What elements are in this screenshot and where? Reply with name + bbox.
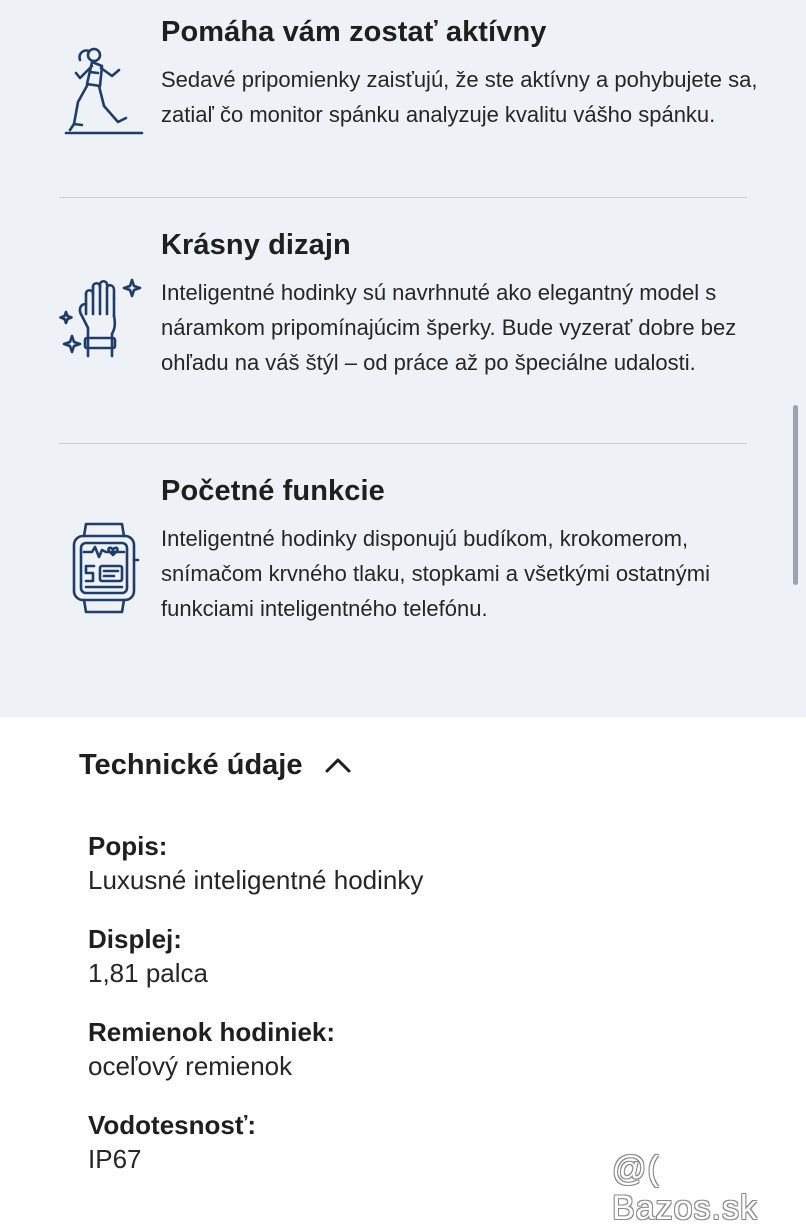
hand-bracelet-sparkle-icon bbox=[56, 274, 152, 370]
divider bbox=[59, 197, 747, 198]
spec-label: Popis: bbox=[88, 831, 168, 861]
scrollbar-thumb[interactable] bbox=[793, 405, 798, 585]
spec-item bbox=[88, 830, 423, 898]
chevron-up-icon[interactable] bbox=[323, 750, 353, 780]
watermark: @( Bazos.sk bbox=[612, 1150, 758, 1227]
feature-title: Krásny dizajn bbox=[161, 229, 351, 261]
feature-title: Početné funkcie bbox=[161, 475, 385, 507]
spec-value: 1,81 palca bbox=[88, 958, 208, 988]
divider bbox=[59, 443, 747, 444]
spec-item bbox=[88, 1109, 256, 1177]
spec-item bbox=[88, 923, 208, 991]
spec-label: Displej: bbox=[88, 924, 182, 954]
spec-value: IP67 bbox=[88, 1144, 142, 1174]
spec-value: oceľový remienok bbox=[88, 1051, 293, 1081]
feature-description: Sedavé pripomienky zaisťujú, že ste aktívny a pohybujete sa, zatiaľ čo monitor spánku analyzuje kvalitu vášho spánku. bbox=[161, 67, 758, 127]
smartwatch-icon bbox=[56, 520, 152, 616]
spec-label: Remienok hodiniek: bbox=[88, 1017, 336, 1047]
running-person-icon bbox=[56, 40, 152, 136]
spec-label: Vodotesnosť: bbox=[88, 1110, 256, 1140]
specs-title: Technické údaje bbox=[79, 748, 303, 781]
feature-description: Inteligentné hodinky sú navrhnuté ako elegantný model s náramkom pripomínajúcim šperky. Bude vyzerať dobre bez ohľadu na váš štýl – od práce až po špeciálne udalosti. bbox=[161, 280, 737, 375]
feature-description: Inteligentné hodinky disponujú budíkom, krokomerom, snímačom krvného tlaku, stopkami a všetkými ostatnými funkciami inteligentného telefónu. bbox=[161, 526, 710, 621]
spec-item bbox=[88, 1016, 335, 1084]
specs-header[interactable] bbox=[79, 743, 353, 787]
feature-title: Pomáha vám zostať aktívny bbox=[161, 16, 547, 48]
spec-value: Luxusné inteligentné hodinky bbox=[88, 865, 424, 895]
